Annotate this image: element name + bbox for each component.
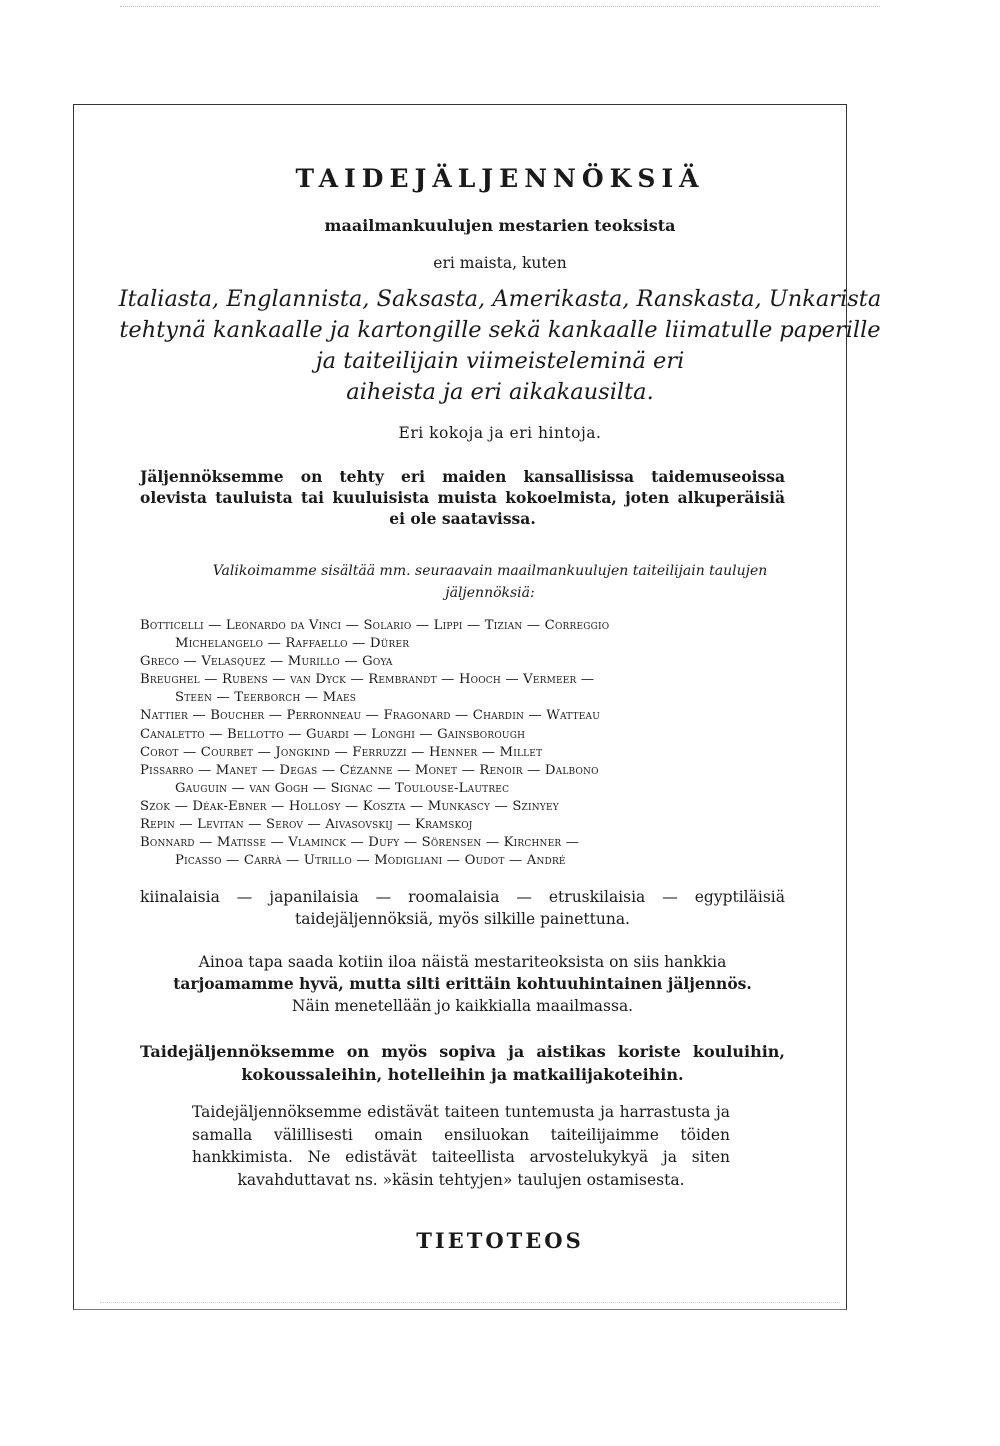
decoration-paragraph: Taidejäljennöksemme on myös sopiva ja aistikas koriste kouluihin, kokoussaleihin, hotelleihin ja matkailijakoteihin. bbox=[140, 1042, 785, 1084]
artist-line: Canaletto — Bellotto — Guardi — Longhi — Gainsborough bbox=[140, 726, 526, 742]
artist-list bbox=[140, 617, 790, 870]
origin-line: tehtynä kankaalle ja kartongille sekä kankaalle liimatulle paperille bbox=[119, 317, 881, 343]
artist-line: Pissarro — Manet — Degas — Cézanne — Monet — Renoir — Dalbono bbox=[140, 762, 599, 778]
selection-intro-line: Valikoimamme sisältää mm. seuraavain maailmankuulujen taiteilijain taulujen bbox=[212, 563, 768, 579]
artist-line: Greco — Velasquez — Murillo — Goya bbox=[140, 654, 393, 670]
subtitle: maailmankuulujen mestarien teoksista bbox=[324, 216, 676, 235]
promotion-paragraph: Taidejäljennöksemme edistävät taiteen tuntemusta ja harrastusta ja samalla välillisesti omain ensiluokan taiteilijaimme töiden hankkimista. Ne edistävät taiteellista arvostelukykyä ja siten kavahduttavat ns. »käsin tehtyjen» taulujen ostamisesta. bbox=[192, 1103, 730, 1189]
publisher-name: TIETOTEOS bbox=[416, 1228, 584, 1253]
value-line-bold: tarjoamamme hyvä, mutta silti erittäin kohtuuhintainen jäljennös. bbox=[173, 974, 752, 993]
value-paragraph bbox=[140, 951, 785, 1017]
artist-line: Botticelli — Leonardo da Vinci — Solario — Lippi — Tizian — Correggio bbox=[140, 618, 610, 633]
artist-line: Repin — Levitan — Serov — Aivasovskij — Kramskoj bbox=[140, 817, 473, 833]
artist-line: Corot — Courbet — Jongkind — Ferruzzi — Henner — Millet bbox=[140, 744, 543, 760]
artist-line: Szok — Déak-Ebner — Hollosy — Koszta — Munkascy — Szinyey bbox=[140, 798, 559, 814]
artist-line: Nattier — Boucher — Perronneau — Fragonard — Chardin — Watteau bbox=[140, 708, 601, 724]
value-line: Näin menetellään jo kaikkialla maailmassa. bbox=[291, 997, 634, 1015]
selection-intro bbox=[190, 560, 790, 604]
artist-line: Picasso — Carrà — Utrillo — Modigliani — Oudot — André bbox=[175, 853, 566, 869]
origin-line: ja taiteilijain viimeisteleminä eri bbox=[315, 348, 685, 374]
page-title: TAIDEJÄLJENNÖKSIÄ bbox=[295, 164, 705, 193]
origin-line: Italiasta, Englannista, Saksasta, Amerikasta, Ranskasta, Unkarista bbox=[118, 286, 882, 312]
selection-intro-line: jäljennöksiä: bbox=[445, 585, 535, 601]
artist-line: Michelangelo — Raffaello — Dürer bbox=[175, 636, 410, 652]
origin-description bbox=[110, 284, 890, 408]
sizes-note: Eri kokoja ja eri hintoja. bbox=[398, 424, 602, 442]
top-dotted-rule bbox=[120, 6, 880, 7]
artist-line: Gauguin — van Gogh — Signac — Toulouse-Lautrec bbox=[175, 780, 510, 796]
artist-line: Breughel — Rubens — van Dyck — Rembrandt — Hooch — Vermeer — bbox=[140, 672, 595, 688]
museum-paragraph: Jäljennöksemme on tehty eri maiden kansallisissa taidemuseoissa olevista tauluista tai kuuluisista muista kokoelmista, joten alkuperäisiä ei ole saatavissa. bbox=[140, 467, 785, 528]
artist-line: Steen — Teerborch — Maes bbox=[175, 690, 357, 706]
other-reproductions-paragraph: kiinalaisia — japanilaisia — roomalaisia — etruskilaisia — egyptiläisiä taidejäljennöksiä, myös silkille painettuna. bbox=[140, 888, 785, 928]
value-line: Ainoa tapa saada kotiin iloa näistä mestariteoksista on siis hankkia bbox=[198, 953, 727, 971]
countries-lead: eri maista, kuten bbox=[433, 254, 567, 272]
origin-line: aiheista ja eri aikakausilta. bbox=[346, 379, 654, 405]
bottom-dotted-rule bbox=[100, 1302, 840, 1303]
artist-line: Bonnard — Matisse — Vlaminck — Dufy — Sörensen — Kirchner — bbox=[140, 835, 580, 851]
